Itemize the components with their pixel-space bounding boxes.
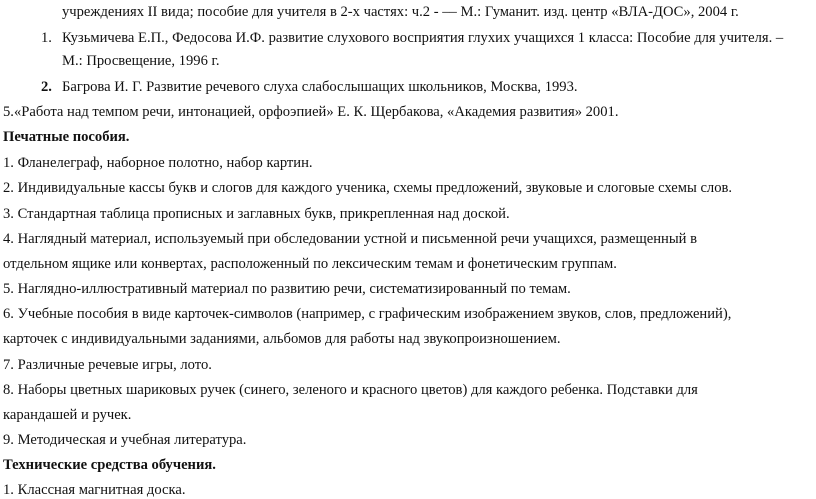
list-number-1: 1. xyxy=(41,30,52,46)
text-line-17: 9. Методическая и учебная литература. xyxy=(3,432,247,448)
text-line-15: 8. Наборы цветных шариковых ручек (синего, зеленого и красного цветов) для каждого ребенка. Подставки для xyxy=(3,382,698,398)
section-heading-printed-aids: Печатные пособия. xyxy=(3,129,130,145)
list-number-2: 2. xyxy=(41,79,52,95)
text-line-14: 7. Различные речевые игры, лото. xyxy=(3,357,212,373)
text-line-8: 3. Стандартная таблица прописных и заглавных букв, прикрепленная над доской. xyxy=(3,206,510,222)
text-line-10: отдельном ящике или конвертах, расположенный по лексическим темам и фонетическим группам. xyxy=(3,256,617,272)
text-line-11: 5. Наглядно-иллюстративный материал по развитию речи, систематизированный по темам. xyxy=(3,281,571,297)
text-line-6: 1. Фланелеграф, наборное полотно, набор картин. xyxy=(3,155,313,171)
text-line-16: карандашей и ручек. xyxy=(3,407,132,423)
text-line-2: Кузьмичева Е.П., Федосова И.Ф. развитие слухового восприятия глухих учащихся 1 класса: Пособие для учителя. – xyxy=(62,30,784,46)
text-line-9: 4. Наглядный материал, используемый при обследовании устной и письменной речи учащихся, размещенный в xyxy=(3,231,697,247)
text-line-4: Багрова И. Г. Развитие речевого слуха слабослышащих школьников, Москва, 1993. xyxy=(62,79,578,95)
text-line-5: 5.«Работа над темпом речи, интонацией, орфоэпией» Е. К. Щербакова, «Академия развития» 2001. xyxy=(3,104,619,120)
text-line-13: карточек с индивидуальными заданиями, альбомов для работы над звукопроизношением. xyxy=(3,331,561,347)
text-line-3: М.: Просвещение, 1996 г. xyxy=(62,53,220,69)
text-line-1: учреждениях II вида; пособие для учителя в 2-х частях: ч.2 - –– М.: Гуманит. изд. центр «ВЛА-ДОС», 2004 г. xyxy=(62,4,739,20)
text-line-12: 6. Учебные пособия в виде карточек-символов (например, с графическим изображением звуков, слов, предложений), xyxy=(3,306,732,322)
text-line-18: 1. Классная магнитная доска. xyxy=(3,482,186,498)
text-line-7: 2. Индивидуальные кассы букв и слогов для каждого ученика, схемы предложений, звуковые и слоговые схемы слов. xyxy=(3,180,733,196)
section-heading-technical-aids: Технические средства обучения. xyxy=(3,457,216,473)
